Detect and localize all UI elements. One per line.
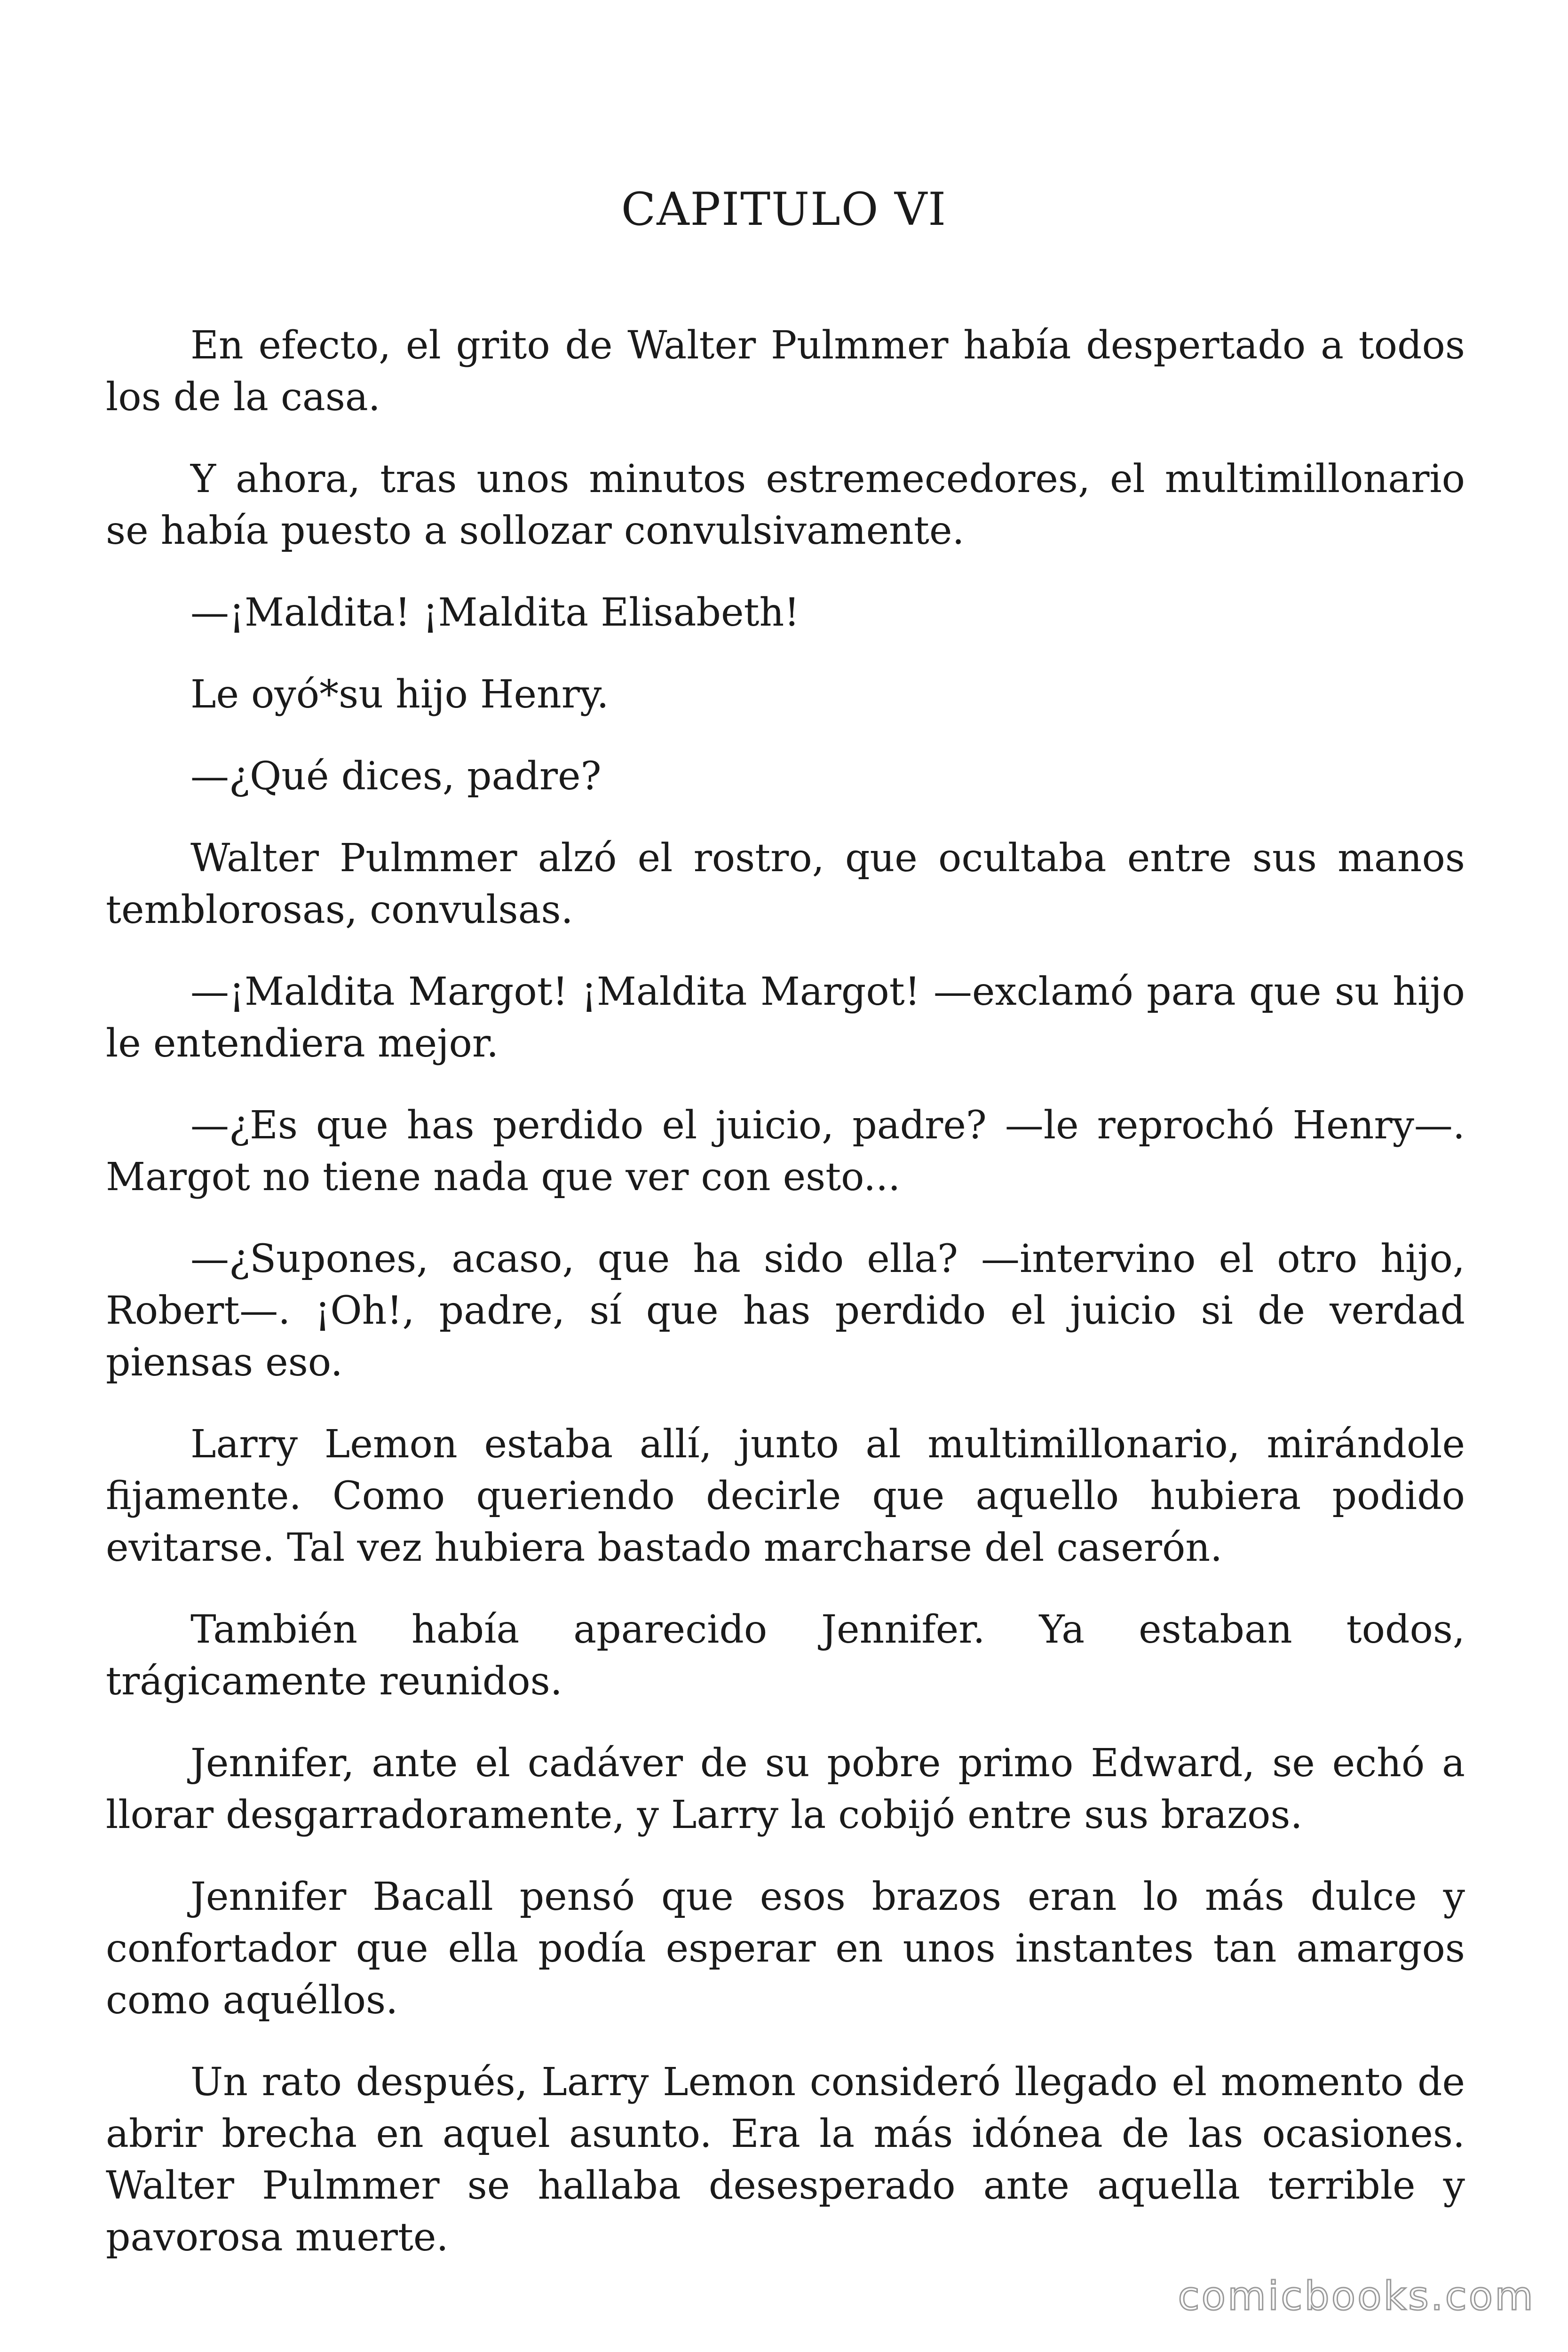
paragraph: Jennifer Bacall pensó que esos brazos eran lo más dulce y confortador que ella podía esperar en unos instantes tan amargos como aquéllos. [106, 1875, 1465, 2023]
chapter-title: CAPITULO VI [621, 183, 947, 236]
paragraph: También había aparecido Jennifer. Ya estaban todos, trágicamente reunidos. [106, 1607, 1465, 1704]
paragraph: Y ahora, tras unos minutos estremecedores, el multimillonario se había puesto a sollozar convulsivamente. [106, 457, 1465, 553]
paragraph: —¡Maldita! ¡Maldita Elisabeth! [190, 590, 800, 635]
paragraph: Walter Pulmmer alzó el rostro, que ocultaba entre sus manos temblorosas, convulsas. [106, 836, 1465, 932]
watermark: comicbooks.com [1178, 2273, 1535, 2319]
paragraph: Jennifer, ante el cadáver de su pobre primo Edward, se echó a llorar desgarradoramente, y Larry la cobijó entre sus brazos. [106, 1741, 1465, 1837]
paragraph: Un rato después, Larry Lemon consideró llegado el momento de abrir brecha en aquel asunto. Era la más idónea de las ocasiones. Walter Pulmmer se hallaba desesperado ante aquella terrible y pavorosa muerte. [106, 2060, 1465, 2260]
paragraph: —¡Maldita Margot! ¡Maldita Margot! —exclamó para que su hijo le entendiera mejor. [106, 969, 1465, 1066]
chapter-body [106, 320, 1465, 2294]
paragraph: Le oyó*su hijo Henry. [190, 672, 609, 717]
paragraph: —¿Supones, acaso, que ha sido ella? —intervino el otro hijo, Robert—. ¡Oh!, padre, sí que has perdido el juicio si de verdad piensas eso. [106, 1237, 1465, 1385]
paragraph: Larry Lemon estaba allí, junto al multimillonario, mirándole fijamente. Como queriendo decirle que aquello hubiera podido evitarse. Tal vez hubiera bastado marcharse del caserón. [106, 1422, 1465, 1570]
paragraph: —¿Es que has perdido el juicio, padre? —le reprochó Henry—. Margot no tiene nada que ver con esto... [106, 1103, 1465, 1200]
paragraph: En efecto, el grito de Walter Pulmmer había despertado a todos los de la casa. [106, 323, 1465, 420]
paragraph: —¿Qué dices, padre? [190, 754, 602, 799]
